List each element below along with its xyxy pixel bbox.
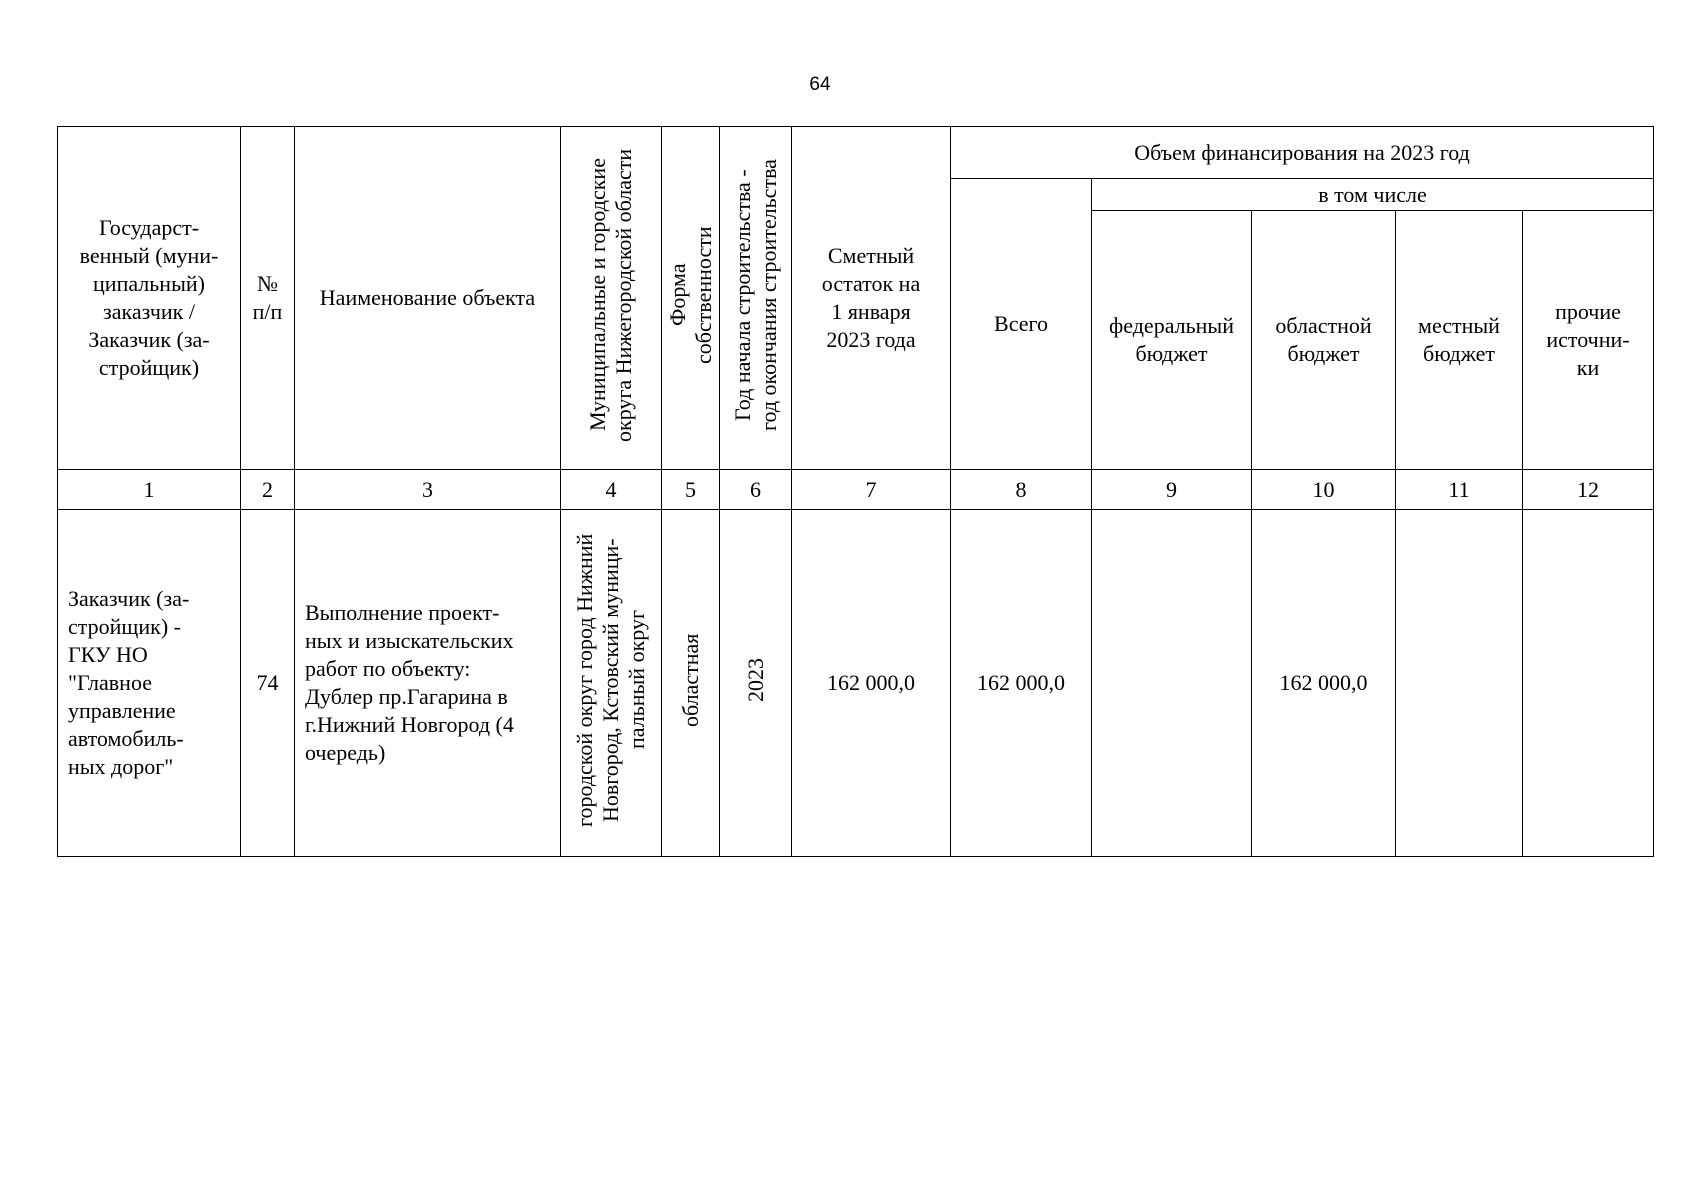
- header-ownership: [662, 127, 720, 470]
- header-other: прочие источни- ки: [1523, 211, 1654, 470]
- table-row: [58, 510, 1654, 857]
- cell-other: [1523, 510, 1654, 857]
- header-object-name: Наименование объекта: [295, 127, 561, 470]
- header-years-label: Год начала строительства - год окончания строительства: [729, 158, 781, 431]
- cell-number: 74: [241, 510, 295, 857]
- column-number: 12: [1523, 470, 1654, 510]
- column-number: 2: [241, 470, 295, 510]
- column-number: 7: [792, 470, 951, 510]
- column-number: 8: [951, 470, 1092, 510]
- column-number: 11: [1396, 470, 1523, 510]
- cell-federal: [1092, 510, 1252, 857]
- column-number: 4: [561, 470, 662, 510]
- header-total: Всего: [951, 179, 1092, 470]
- header-municipality: [561, 127, 662, 470]
- header-estimated-balance: Сметный остаток на 1 января 2023 года: [792, 127, 951, 470]
- column-number: 6: [720, 470, 792, 510]
- cell-years: [720, 510, 792, 857]
- cell-estimated-balance: 162 000,0: [792, 510, 951, 857]
- cell-object-name: Выполнение проект- ных и изыскательских работ по объекту: Дублер пр.Гагарина в г.Нижний Новгород (4 очередь): [295, 510, 561, 857]
- header-municipality-label: Муниципальные и городские округа Нижегородской области: [585, 147, 636, 442]
- cell-years-text: 2023: [742, 657, 768, 702]
- cell-ownership-text: областная: [677, 632, 703, 727]
- column-number: 1: [58, 470, 241, 510]
- cell-municipality: [561, 510, 662, 857]
- column-number: 10: [1252, 470, 1396, 510]
- cell-municipality-text: городской округ город Нижний Новгород, Кстовский муници- пальный округ: [572, 532, 649, 827]
- column-number: 9: [1092, 470, 1252, 510]
- financing-table: [57, 126, 1654, 857]
- header-number: № п/п: [241, 127, 295, 470]
- header-regional: областной бюджет: [1252, 211, 1396, 470]
- column-number: 5: [662, 470, 720, 510]
- header-years: [720, 127, 792, 470]
- page-number: 64: [809, 74, 831, 95]
- column-number: 3: [295, 470, 561, 510]
- cell-regional: 162 000,0: [1252, 510, 1396, 857]
- column-numbers-row: [58, 470, 1654, 510]
- header-local: местный бюджет: [1396, 211, 1523, 470]
- header-customer: Государст- венный (муни- ципальный) заказчик / Заказчик (за- стройщик): [58, 127, 241, 470]
- cell-ownership: [662, 510, 720, 857]
- header-ownership-label: Форма собственности: [664, 225, 716, 364]
- cell-local: [1396, 510, 1523, 857]
- header-federal: федеральный бюджет: [1092, 211, 1252, 470]
- header-funding-title: Объем финансирования на 2023 год: [951, 127, 1654, 179]
- header-including: в том числе: [1092, 179, 1654, 211]
- cell-total: 162 000,0: [951, 510, 1092, 857]
- cell-customer: Заказчик (за- стройщик) - ГКУ НО "Главное управление автомобиль- ных дорог": [58, 510, 241, 857]
